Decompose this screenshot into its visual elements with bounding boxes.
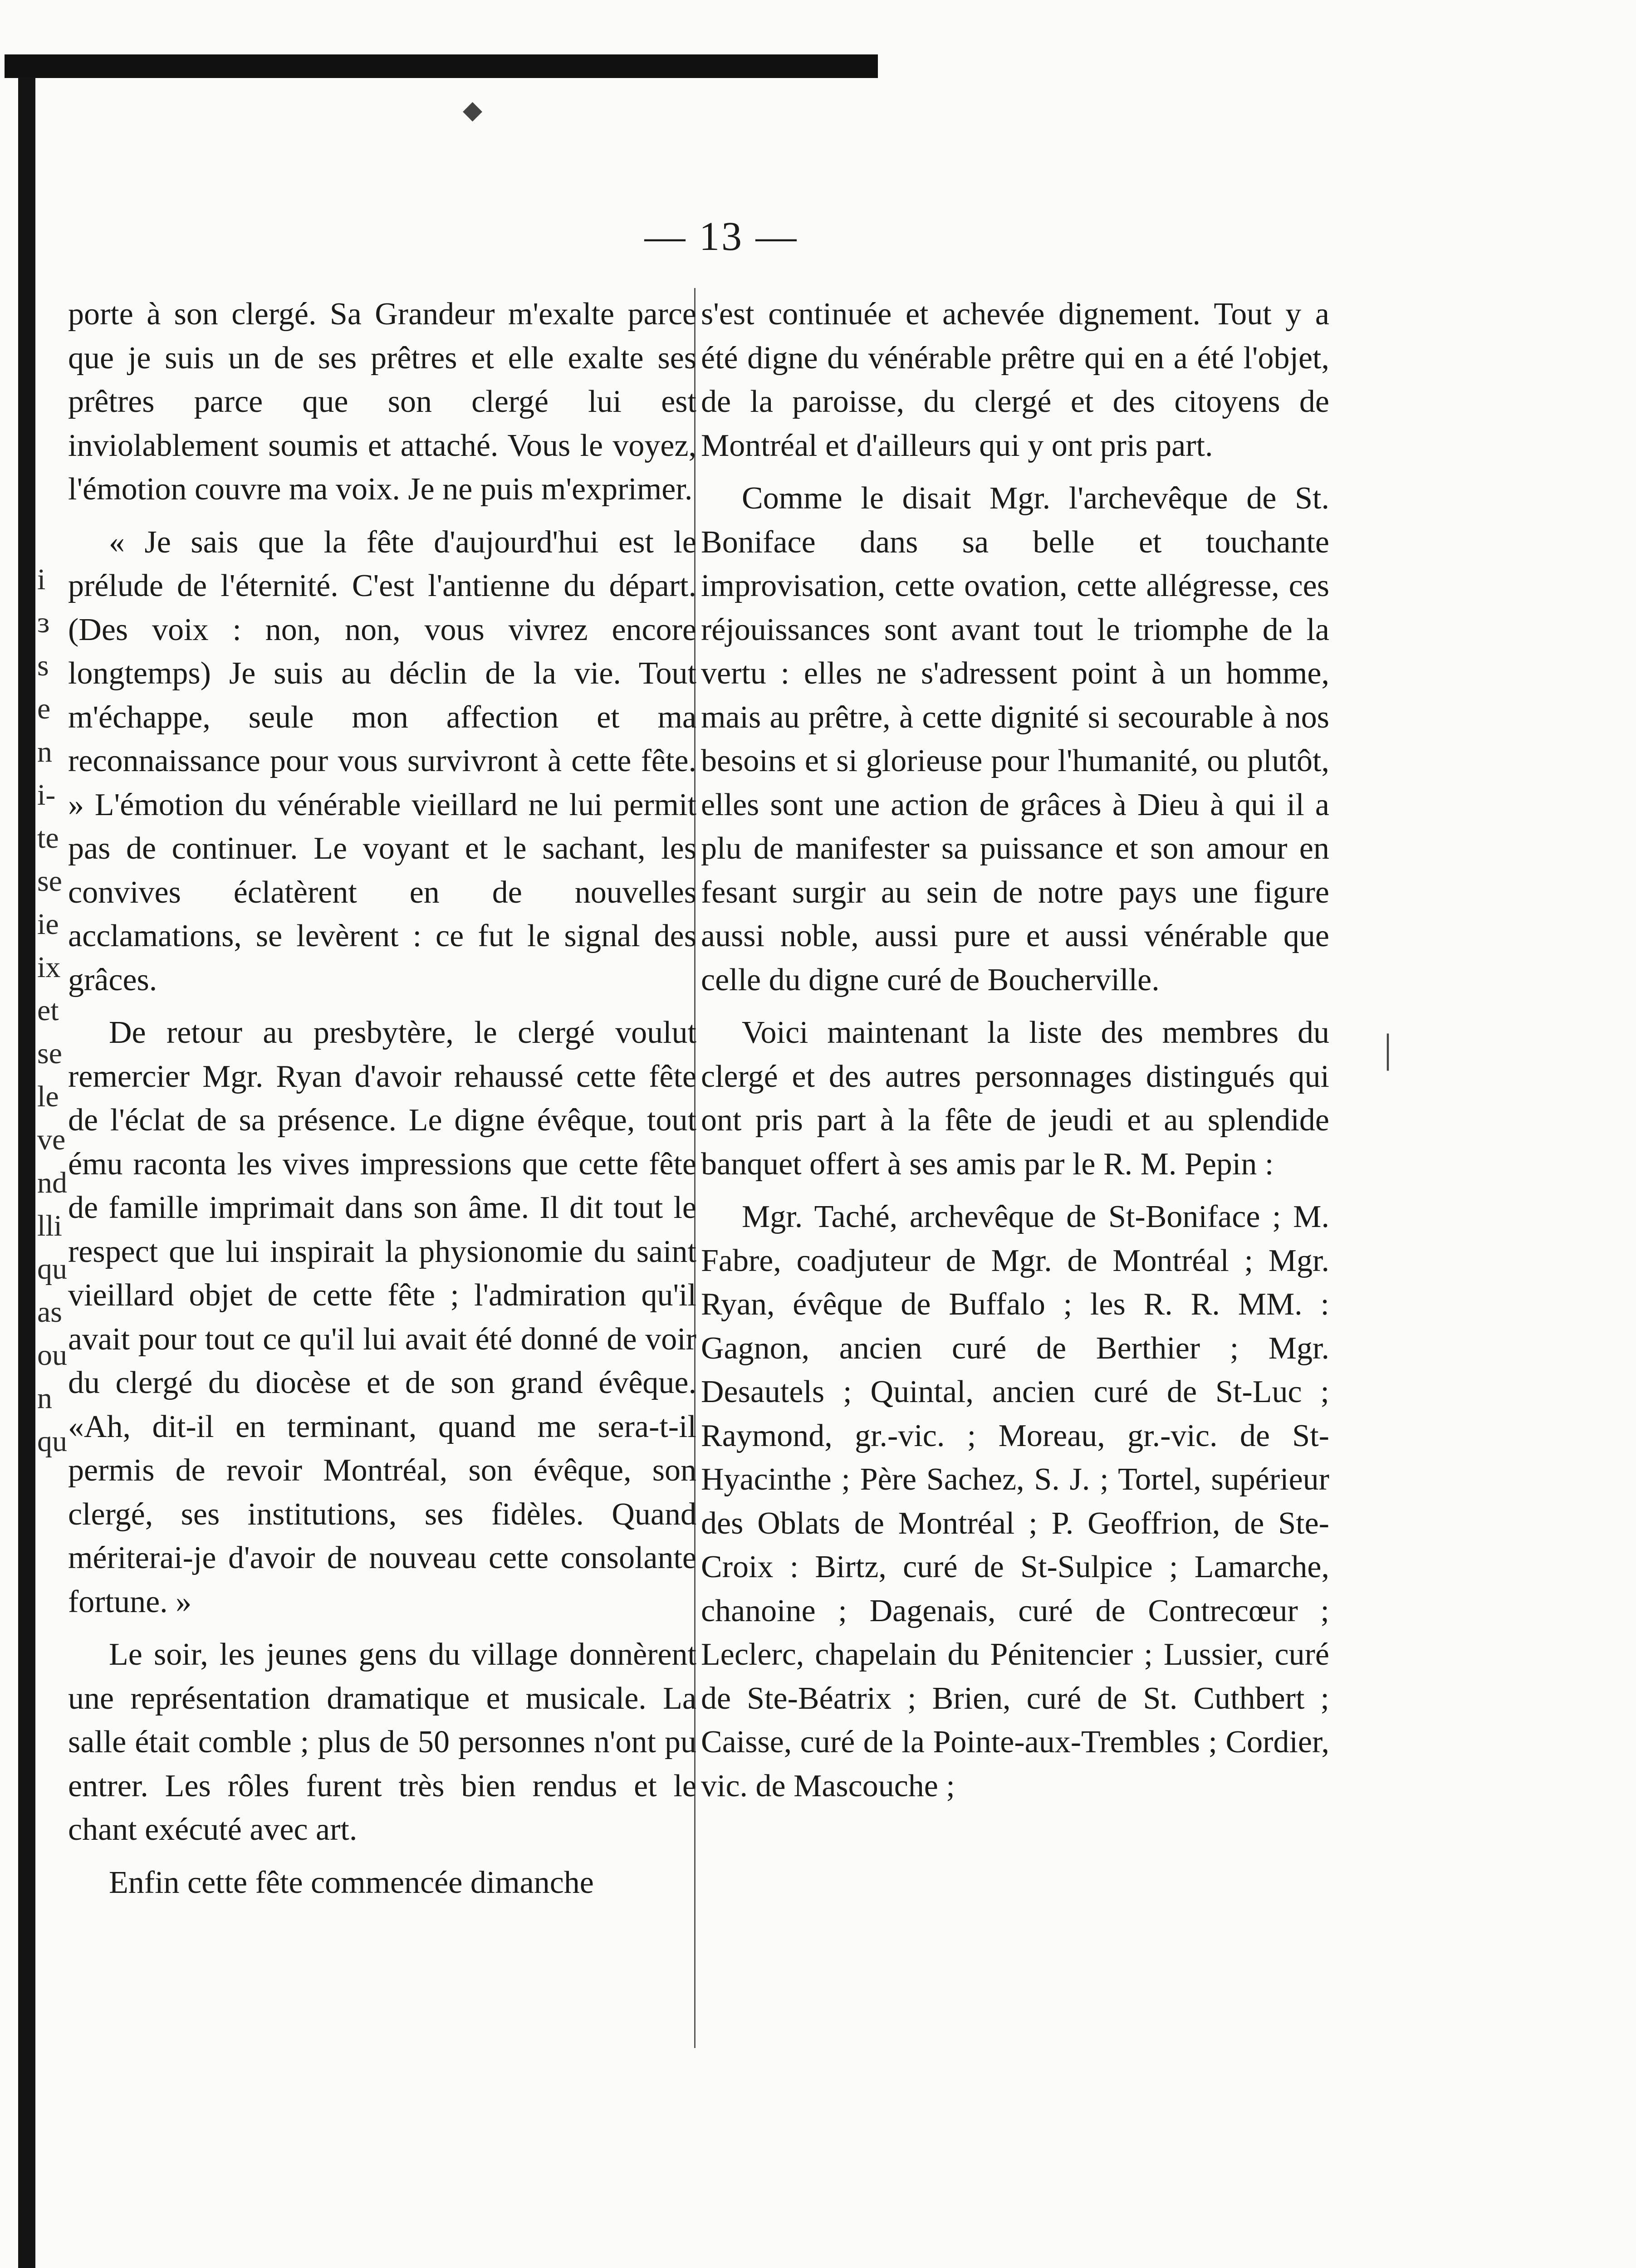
paragraph: porte à son clergé. Sa Grandeur m'exalte parce que je suis un de ses prêtres et elle exalte ses prêtres parce que son clergé lui est inviolablement soumis et attaché. Vous le voyez, l'émotion couvre ma voix. Je ne puis m'exprimer.: [68, 297, 696, 507]
paragraph: Voici maintenant la liste des membres du clergé et des autres personnages distingués qui ont pris part à la fête de jeudi et au splendide banquet offert à ses amis par le R. M. Pepin :: [701, 1015, 1329, 1182]
margin-fragment: i-: [37, 778, 56, 811]
margin-fragment: n: [37, 735, 52, 768]
margin-fragment: se: [37, 1037, 62, 1070]
right-column: [701, 293, 1329, 1808]
ink-speck: ◆: [463, 96, 483, 124]
margin-fragment: se: [37, 865, 62, 898]
paragraph: Mgr. Taché, archevêque de St-Boniface ; M. Fabre, coadjuteur de Mgr. de Montréal ; Mgr. Ryan, évêque de Buffalo ; les R. R. MM. : Gagnon, ancien curé de Berthier ; Mgr. Desautels ; Quintal, ancien curé de St-Luc ; Raymond, gr.-vic. ; Moreau, gr.-vic. de St-Hyacinthe ; Père Sachez, S. J. ; Tortel, supérieur des Oblats de Montréal ; P. Geoffrion, de Ste-Croix : Birtz, curé de St-Sulpice ; Lamarche, chanoine ; Dagenais, curé de Contrecœur ; Leclerc, chapelain du Pénitencier ; Lussier, curé de Ste-Béatrix ; Brien, curé de St. Cuthbert ; Caisse, curé de la Pointe-aux-Trembles ; Cordier, vic. de Mascouche ;: [701, 1199, 1329, 1804]
margin-fragment: qu: [37, 1252, 67, 1286]
margin-fragment: le: [37, 1080, 59, 1113]
margin-fragment: e: [37, 692, 51, 725]
margin-fragment: ɜ: [37, 606, 50, 639]
left-binding-bar: [18, 77, 35, 2268]
margin-fragment: ie: [37, 908, 59, 941]
ink-speck: |: [1384, 1026, 1392, 1071]
margin-fragment: ix: [37, 951, 61, 984]
margin-fragment: s: [37, 649, 49, 682]
margin-fragment: et: [37, 994, 59, 1027]
margin-fragment: ou: [37, 1339, 67, 1372]
margin-fragment: as: [37, 1295, 62, 1329]
left-column: [68, 293, 696, 1905]
paragraph: Enfin cette fête commencée dimanche: [109, 1865, 594, 1900]
margin-fragment: nd: [37, 1166, 67, 1199]
paragraph: De retour au presbytère, le clergé voulut remercier Mgr. Ryan d'avoir rehaussé cette fête de l'éclat de sa présence. Le digne évêque, tout ému raconta les vives impressions que cette fête de famille imprimait dans son âme. Il dit tout le respect que lui inspirait la physionomie du saint vieillard objet de cette fête ; l'admiration qu'il avait pour tout ce qu'il lui avait été donné de voir du clergé du diocèse et de son grand évêque. «Ah, dit-il en terminant, quand me sera-t-il permis de revoir Montréal, son évêque, son clergé, ses institutions, ses fidèles. Quand mériterai-je d'avoir de nouveau cette consolante fortune. »: [68, 1015, 696, 1619]
margin-fragment: ve: [37, 1123, 66, 1156]
top-binding-bar: [5, 54, 878, 78]
margin-fragment: te: [37, 821, 59, 855]
paragraph: s'est continuée et achevée dignement. Tout y a été digne du vénérable prêtre qui en a été l'objet, de la paroisse, du clergé et des citoyens de Montréal et d'ailleurs qui y ont pris part.: [701, 297, 1329, 463]
paragraph: Le soir, les jeunes gens du village donnèrent une représentation dramatique et musicale. La salle était comble ; plus de 50 personnes n'ont pu entrer. Les rôles furent très bien rendus et le chant exécuté avec art.: [68, 1637, 696, 1847]
margin-fragment: qu: [37, 1425, 67, 1458]
paragraph: Comme le disait Mgr. l'archevêque de St. Boniface dans sa belle et touchante improvisation, cette ovation, cette allégresse, ces réjouissances sont avant tout le triomphe de la vertu : elles ne s'adressent point à un homme, mais au prêtre, à cette dignité si secourable à nos besoins et si glorieuse pour l'humanité, ou plutôt, elles sont une action de grâces à Dieu à qui il a plu de manifester sa puissance et son amour en fesant surgir au sein de notre pays une figure aussi noble, aussi pure et aussi vénérable que celle du digne curé de Boucherville.: [701, 481, 1329, 997]
margin-fragment: i: [37, 563, 46, 596]
page-number: — 13 —: [644, 214, 798, 259]
margin-fragment: n: [37, 1382, 52, 1415]
margin-fragment: lli: [37, 1209, 63, 1242]
paragraph: « Je sais que la fête d'aujourd'hui est le prélude de l'éternité. C'est l'antienne du départ. (Des voix : non, non, vous vivrez encore longtemps) Je suis au déclin de la vie. Tout m'échappe, seule mon affection et ma reconnaissance pour vous survivront à cette fête. » L'émotion du vénérable vieillard ne lui permit pas de continuer. Le voyant et le sachant, les convives éclatèrent en de nouvelles acclamations, se levèrent : ce fut le signal des grâces.: [68, 524, 696, 997]
